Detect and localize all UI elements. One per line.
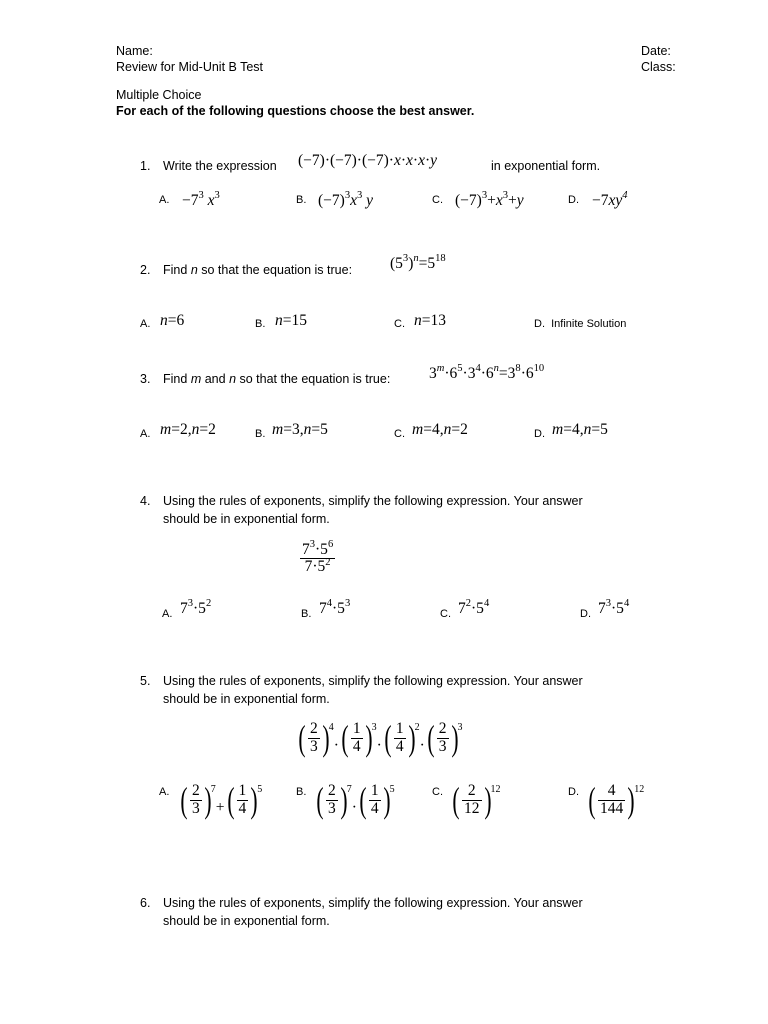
q2-option-b: n=15 [275,312,307,329]
q6-number: 6. [140,896,151,910]
q4-option-c: $7^2\cdot 5^4$ [458,598,490,617]
class-label: Class: [641,60,676,74]
date-label: Date: [641,44,671,58]
q2-text: Find n so that the equation is true: [163,263,353,277]
q5-text-line1: Using the rules of exponents, simplify the following expression. Your answer [163,674,583,688]
q3-option-c-label: C. [394,428,405,440]
q6-text-line1: Using the rules of exponents, simplify the following expression. Your answer [163,896,583,910]
q4-option-a-label: A. [162,608,173,620]
q1-number: 1. [140,159,151,173]
q3-text: Find m and n so that the equation is true: [163,372,391,386]
q2-option-a: n=6 [160,312,185,329]
q1-option-b: $(-7)^3x^3$ y [318,190,374,209]
q3-option-a-label: A. [140,428,151,440]
q1-text-after: in exponential form. [491,159,601,173]
q5-text-line2: should be in exponential form. [163,692,330,706]
q4-number: 4. [140,494,151,508]
q2-option-a-label: A. [140,318,151,330]
q2-number: 2. [140,263,151,277]
q1-option-a: $-7^3$ $x^3$ [182,190,220,209]
q3-option-d-label: D. [534,428,545,440]
section-title: Multiple Choice [116,88,202,102]
q4-text-line2: should be in exponential form. [163,512,330,526]
q6-text-line2: should be in exponential form. [163,914,330,928]
q3-equation: $3^m\cdot 6^5\cdot 3^4\cdot 6^n=3^8\cdot 6^{10}$ [429,363,545,382]
q4-option-b-label: B. [301,608,312,620]
q4-option-c-label: C. [440,608,451,620]
q3-option-d: m=4,n=5 [552,421,608,438]
q3-option-a: m=2,n=2 [160,421,216,438]
q1-text-before: Write the expression [163,159,277,173]
q5-option-a: ( $\frac{2}{3}$ ) 7 + ( $\frac{1}{4}$ ) 5 [180,780,263,820]
q5-option-c-label: C. [432,786,443,798]
q1-option-a-label: A. [159,194,170,206]
instructions: For each of the following questions choose the best answer. [116,104,475,118]
q5-number: 5. [140,674,151,688]
q1-option-c-label: C. [432,194,443,206]
q4-option-d: $7^3\cdot 5^4$ [598,598,630,617]
q5-option-b: ( $\frac{2}{3}$ ) 7 · ( $\frac{1}{4}$ ) 5 [316,780,395,820]
q4-option-d-label: D. [580,608,591,620]
review-title: Review for Mid-Unit B Test [116,60,264,74]
q4-expression: $\frac{7^3\cdot 5^6}{7\cdot 5^2}$ [302,539,334,576]
q4-option-b: $7^4\cdot 5^3$ [319,598,351,617]
q3-number: 3. [140,372,151,386]
q2-equation: $(5^3)^n=5^{18}$ [390,253,446,272]
q5-option-d: ( $\frac{4}{144}$ ) 12 [588,780,645,820]
q1-option-c: $(-7)^3+x^3+y$ [455,190,524,209]
q5-option-d-label: D. [568,786,579,798]
q5-expression: ( $\frac{2}{3}$ ) 4 · ( $\frac{1}{4}$ ) 3 · ( $\frac{1}{4}$ ) 2 · ( $\frac{2}{3}$ ) 3 [298,718,463,758]
q3-option-c: m=4,n=2 [412,421,468,438]
q5-option-a-label: A. [159,786,170,798]
q5-option-c: ( $\frac{2}{12}$ ) 12 [452,780,501,820]
q2-option-c-label: C. [394,318,405,330]
q4-text-line1: Using the rules of exponents, simplify the following expression. Your answer [163,494,583,508]
q1-expression: (−7)·(−7)·(−7)·x·x·x·y [298,152,438,169]
q1-option-b-label: B. [296,194,307,206]
q2-option-c: n=13 [414,312,446,329]
name-label: Name: [116,44,153,58]
q4-option-a: $7^3\cdot 5^2$ [180,598,212,617]
q2-option-b-label: B. [255,318,266,330]
q1-option-d-label: D. [568,194,579,206]
q5-option-b-label: B. [296,786,307,798]
q1-option-d: $-7xy^4$ [592,190,628,209]
q2-option-d: D. Infinite Solution [534,318,627,330]
q3-option-b: m=3,n=5 [272,421,328,438]
q3-option-b-label: B. [255,428,266,440]
